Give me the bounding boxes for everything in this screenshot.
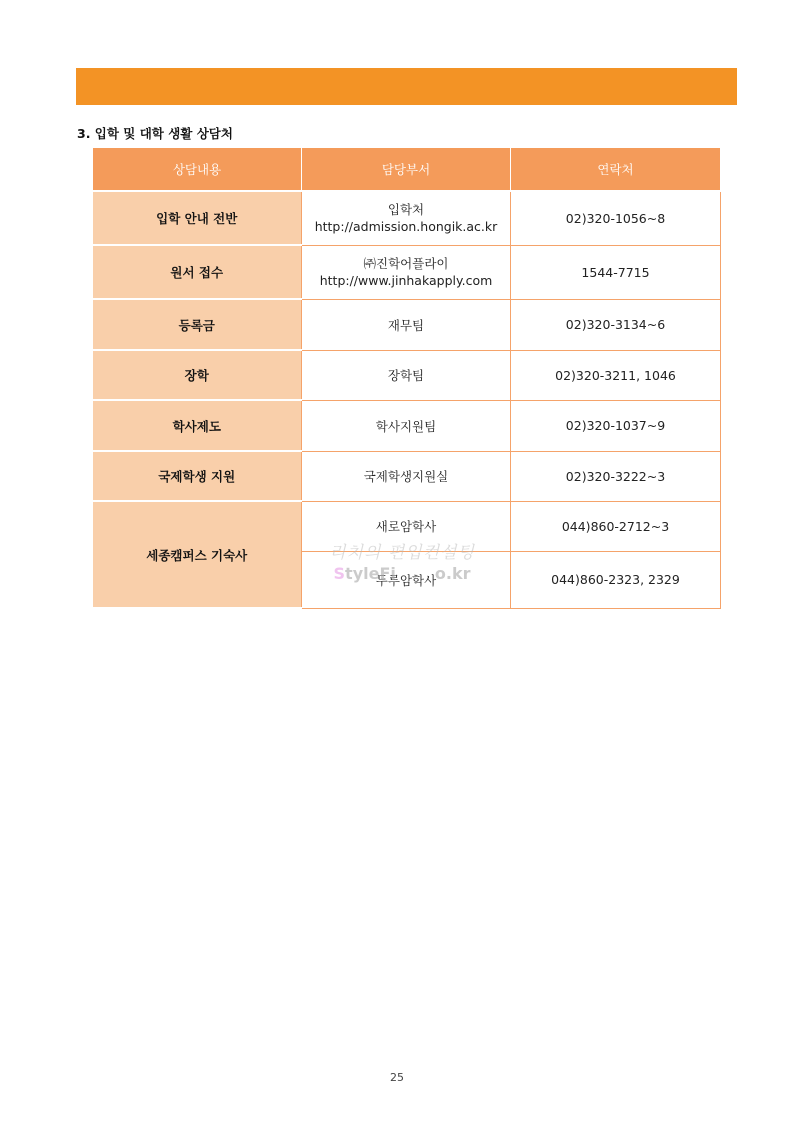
- row-department: [302, 191, 511, 245]
- row-department: 새로암학사: [302, 501, 511, 551]
- department-name: ㈜진학어플라이: [363, 256, 449, 271]
- header-category: 상담내용: [93, 148, 302, 192]
- department-url[interactable]: http://admission.hongik.ac.kr: [314, 219, 498, 235]
- watermark-url-end: o.kr: [434, 564, 471, 583]
- row-category: 학사제도: [93, 400, 302, 451]
- header-bar: [76, 68, 737, 105]
- row-phone: 044)860-2712~3: [511, 501, 721, 551]
- header-contact: 연락처: [511, 148, 721, 192]
- row-phone: 02)320-1037~9: [511, 400, 721, 451]
- row-category: 세종캠퍼스 기숙사: [93, 501, 302, 608]
- row-phone: 02)320-3222~3: [511, 451, 721, 501]
- table-row: [93, 245, 721, 299]
- row-department: 두루암학사: [302, 551, 511, 608]
- row-category: 원서 접수: [93, 245, 302, 299]
- row-phone: 1544-7715: [511, 245, 721, 299]
- watermark-url-initial: S: [333, 564, 346, 583]
- table-header-row: [93, 148, 721, 192]
- table-row: [93, 400, 721, 451]
- table-row: [93, 191, 721, 245]
- row-department: [302, 245, 511, 299]
- table-row: [93, 501, 721, 551]
- table-row: [93, 299, 721, 350]
- department-name: 입학처: [387, 202, 425, 218]
- row-phone: 02)320-3211, 1046: [511, 350, 721, 400]
- header-department: 담당부서: [302, 148, 511, 192]
- page-number: 25: [390, 1071, 404, 1084]
- row-category: 입학 안내 전반: [93, 191, 302, 245]
- row-phone: 02)320-3134~6: [511, 299, 721, 350]
- row-department: 국제학생지원실: [302, 451, 511, 501]
- row-phone: 044)860-2323, 2329: [511, 551, 721, 608]
- department-url[interactable]: http://www.jinhakapply.com: [319, 273, 493, 288]
- row-department: 재무팀: [302, 299, 511, 350]
- contacts-table: [92, 147, 721, 609]
- table-row: [93, 350, 721, 400]
- watermark-text: 리치의 편입컨설팅: [329, 543, 475, 563]
- row-department: 학사지원팀: [302, 400, 511, 451]
- row-category: 국제학생 지원: [93, 451, 302, 501]
- row-category: 장학: [93, 350, 302, 400]
- row-phone: 02)320-1056~8: [511, 191, 721, 245]
- watermark-url-middle: tyleFi: [345, 564, 396, 583]
- table-row: [93, 451, 721, 501]
- row-department: 장학팀: [302, 350, 511, 400]
- row-category: 등록금: [93, 299, 302, 350]
- section-title: 3. 입학 및 대학 생활 상담처: [77, 126, 233, 141]
